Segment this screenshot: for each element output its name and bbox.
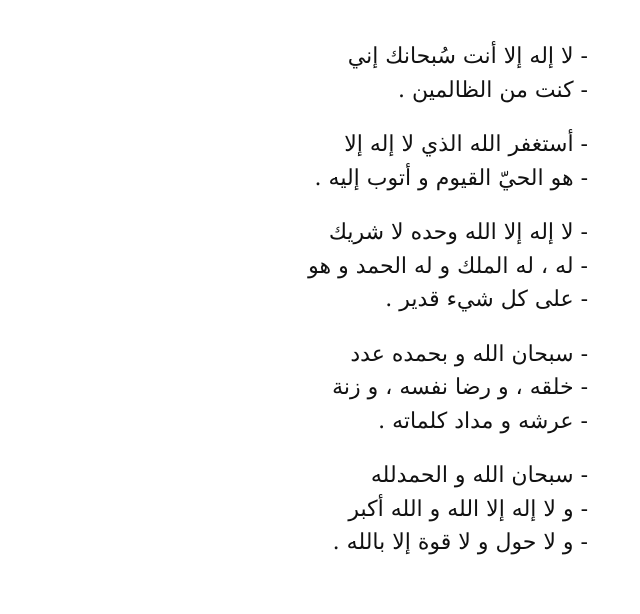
text-line: - أستغفر الله الذي لا إله إلا [344,132,588,157]
text-line: - لا إله إلا الله وحده لا شريك [328,220,588,245]
text-line: - لا إله إلا أنت سُبحانك إني [347,44,588,69]
stanza-1 [248,40,588,107]
text-line: - و لا إله إلا الله و الله أكبر [348,496,588,522]
stanza-4 [248,338,588,439]
text-line: - سبحان الله و الحمدلله [370,463,588,488]
text-line: - و لا حول و لا قوة إلا بالله . [332,530,588,555]
text-line: - سبحان الله و بحمده عدد [350,341,588,367]
text-line: - كنت من الظالمين . [397,77,588,103]
stanza-5 [248,459,588,560]
stanza-2 [248,128,588,195]
text-line: - على كل شيء قدير . [385,287,588,312]
text-line: - عرشه و مداد كلماته . [378,408,588,434]
stanza-3 [248,216,588,317]
text-line: - له ، له الملك و له الحمد و هو [308,253,588,279]
text-line: - خلقه ، و رضا نفسه ، و زنة [332,375,588,400]
text-line: - هو الحيّ القيوم و أتوب إليه . [314,165,588,191]
adhkar-text [248,40,588,581]
